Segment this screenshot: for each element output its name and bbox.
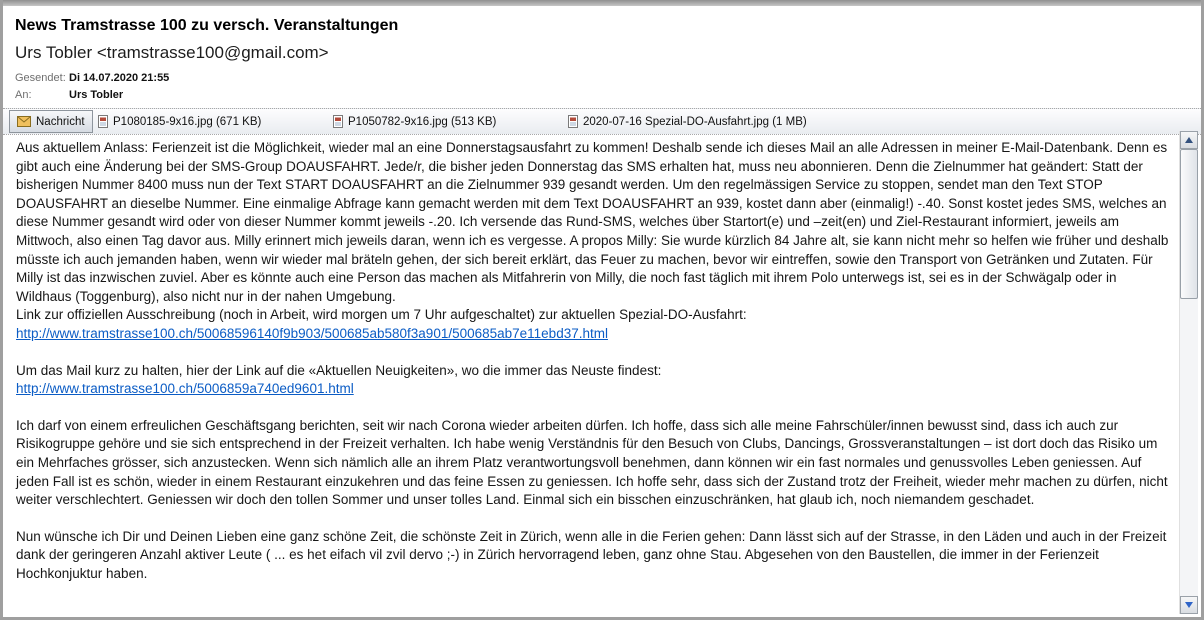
arrow-down-icon (1185, 602, 1193, 608)
attachment-icon (568, 115, 578, 128)
ausschreibung-link[interactable]: http://www.tramstrasse100.ch/50068596140f9b903/500685ab580f3a901/500685ab7e11ebd37.html (16, 325, 608, 341)
sent-value: Di 14.07.2020 21:55 (69, 72, 170, 84)
vertical-scrollbar[interactable] (1179, 131, 1198, 614)
attachment-name: 2020-07-16 Spezial-DO-Ausfahrt.jpg (1 MB) (583, 115, 807, 128)
blank-line (16, 510, 1175, 528)
attachment-icon (333, 115, 343, 128)
message-tab[interactable] (9, 110, 93, 133)
link1-intro: Link zur offiziellen Ausschreibung (noch in Arbeit, wird morgen um 7 Uhr aufgeschaltet) zur aktuellen Spezial-DO-Ausfahrt: (16, 307, 747, 323)
attachment-item[interactable] (568, 110, 807, 133)
to-value: Urs Tobler (69, 89, 124, 101)
mail-subject: News Tramstrasse 100 zu versch. Veranstaltungen (15, 17, 399, 34)
scroll-down-button[interactable] (1180, 596, 1198, 614)
sent-label: Gesendet: (15, 72, 66, 84)
attachment-name: P1080185-9x16.jpg (671 KB) (113, 115, 262, 128)
attachment-icon (98, 115, 108, 128)
mail-sender: Urs Tobler <tramstrasse100@gmail.com> (15, 43, 329, 62)
body-paragraph-4: Nun wünsche ich Dir und Deinen Lieben eine ganz schöne Zeit, die schönste Zeit in Zürich, wenn alle in die Ferien gehen: Dann lässt sich auf der Strasse, in den Läden und auch in der Freizeit dank der geringeren Anzahl aktiver Leute ( ... es het eifach vil zvil dervo ;-) in Zürich hervorragend leben, ganz ohne Stau. Abgesehen von den Baustellen, die immer in der Ferienzeit Hochkonjuktur haben. (16, 528, 1167, 581)
scroll-up-button[interactable] (1180, 131, 1198, 149)
to-row (15, 88, 1189, 103)
mail-header (3, 6, 1201, 103)
arrow-up-icon (1185, 137, 1193, 143)
envelope-icon (17, 116, 31, 127)
sent-row (15, 71, 1189, 86)
body-paragraph-1: Aus aktuellem Anlass: Ferienzeit ist die Möglichkeit, wieder mal an eine Donnerstagsausfahrt zu kommen! Deshalb sende ich dieses Mail an alle Adressen in meiner E-Mail-Datenbank. Denn es gibt auch eine Änderung bei der SMS-Group DOAUSFAHRT. Jede/r, die bisher jeden Donnerstag das SMS erhalten hat, muss neu abonnieren. Denn die Zielnummer hat geändert: Statt der bisherigen Nummer 8400 muss nun der Text START DOAUSFAHRT an die Zielnummer 939 gesandt werden. Um den regelmässigen Service zu stoppen, sendet man den Text STOP DOAUSFAHRT an dieselbe Nummer. Eine einmalige Abfrage kann gemacht werden mit dem Text DOAUSFAHRT an 939, kostet dann aber (einmalig!) -.40. Sonst kostet jedes SMS, welches an diese Nummer gesandt wird oder von dieser Nummer kommt jeweils -.20. Ich versende das Rund-SMS, welches über Startort(e) und –zeit(en) und Ziel-Restaurant informiert, jeweils am Mittwoch, also einen Tag davor aus. Milly erinnert mich jeweils daran, wenn ich es vergesse. A propos Milly: Sie wurde kürzlich 84 Jahre alt, sie kann nicht mehr so helfen wie früher und deshalb müsste ich auch jemanden haben, wenn wir wieder mal bräteln gehen, der sich bereit erklärt, das Feuer zu machen, bevor wir eintreffen, sowie den Transport von Getränken und Zutaten. Für Milly ist das inzwischen zuviel. Aber es könnte auch eine Person das machen als Mitfahrerin von Milly, die noch fast täglich mit ihrem Polo unterwegs ist, sei es in der Schwägalp oder in Wildhaus (Toggenburg), also nicht nur in der nahen Umgebung. (16, 140, 1169, 304)
attachment-item[interactable] (333, 110, 496, 133)
blank-line (16, 344, 1175, 362)
link2-intro: Um das Mail kurz zu halten, hier der Link auf die «Aktuellen Neuigkeiten», wo die immer das Neuste findest: (16, 362, 662, 378)
blank-line (16, 399, 1175, 417)
body-paragraph-3: Ich darf von einem erfreulichen Geschäftsgang berichten, seit wir nach Corona wieder arbeiten dürfen. Ich hoffe, dass sich alle meine Fahrschüler/innen bewusst sind, dass ich auch zur Risikogruppe gehöre und sie sich entsprechend in der Freizeit verhalten. Ich habe wenig Verständnis für den Besuch von Clubs, Dancings, Grossveranstaltungen – ist dort doch das Risiko um ein Mehrfaches grösser, sich anzustecken. Wenn sich nämlich alle an ihrem Platz verantwortungsvoll benehmen, dann können wir ein fast normales und genussvolles Leben geniessen. Auf jeden Fall ist es schön, wieder in einem Restaurant einzukehren und das feine Essen zu geniessen. Ich hoffe sehr, dass sich der Zustand trotz der Freiheit, wieder mehr machen zu dürfen, nicht weiter verschlechtert. Geniessen wir doch den tollen Sommer und unser tolles Land. Einmal sich ein bisschen einzuschränken, hat glaub ich, noch niemandem geschadet. (16, 417, 1168, 508)
scrollbar-thumb[interactable] (1180, 149, 1198, 299)
message-tab-label: Nachricht (36, 115, 85, 128)
attachment-item[interactable] (98, 110, 261, 133)
mail-body (6, 133, 1177, 614)
attachment-name: P1050782-9x16.jpg (513 KB) (348, 115, 497, 128)
neuigkeiten-link[interactable]: http://www.tramstrasse100.ch/5006859a740ed9601.html (16, 381, 354, 397)
attachment-bar (3, 108, 1201, 135)
to-label: An: (15, 89, 32, 101)
